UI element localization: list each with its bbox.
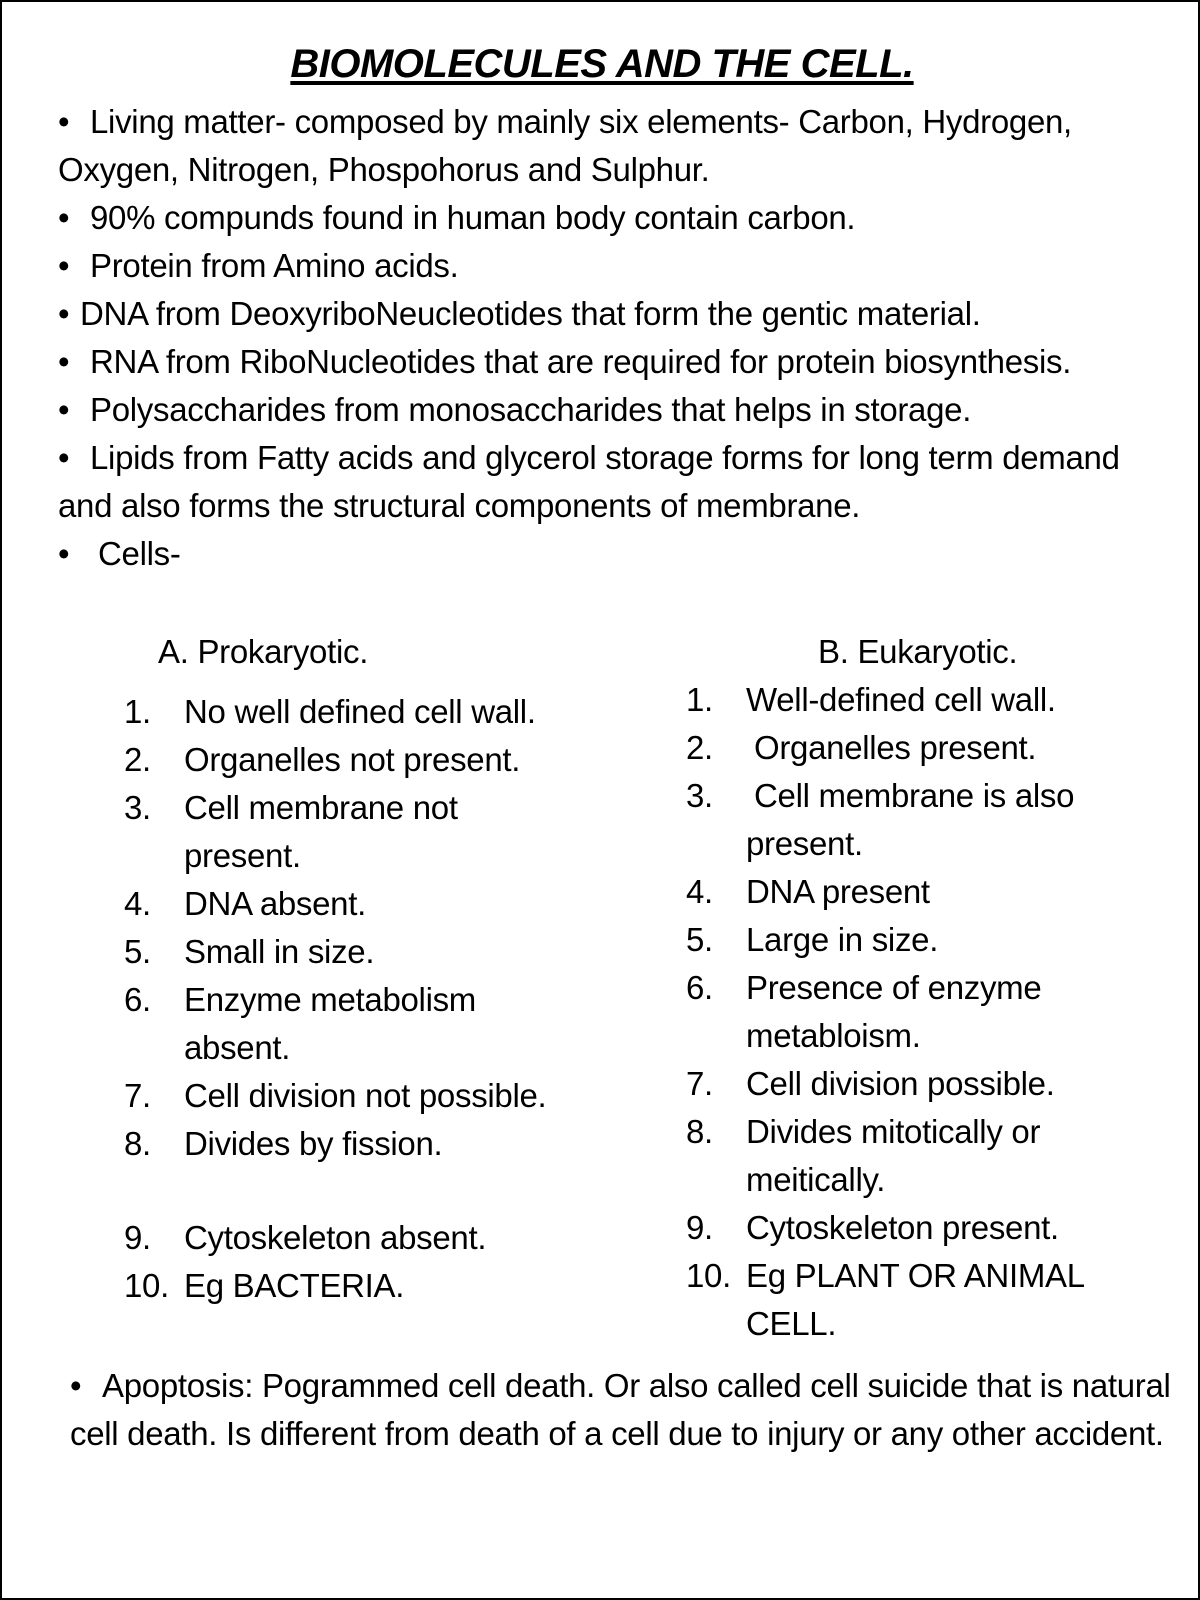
list-item	[124, 976, 574, 1072]
item-text: No well defined cell wall.	[184, 693, 536, 730]
item-number: 3.	[124, 789, 151, 826]
bullet-icon: •	[70, 1367, 82, 1404]
item-text: Well-defined cell wall.	[746, 681, 1056, 718]
list-item	[686, 772, 1186, 868]
list-item	[124, 688, 634, 736]
item-number: 8.	[686, 1113, 713, 1150]
item-text: Eg PLANT OR ANIMAL CELL.	[746, 1257, 1084, 1342]
bullet-item	[58, 290, 1178, 338]
item-text: DNA present	[746, 873, 930, 910]
bullet-icon: •	[58, 343, 70, 380]
item-number: 5.	[686, 921, 713, 958]
item-text: Cell membrane is also present.	[746, 777, 1075, 862]
bullet-text: 90% compunds found in human body contain carbon.	[90, 199, 856, 236]
item-text: Cytoskeleton present.	[746, 1209, 1059, 1246]
list-item	[124, 928, 634, 976]
item-text: Eg BACTERIA.	[184, 1267, 405, 1304]
bullet-icon: •	[58, 199, 70, 236]
eukaryotic-list	[686, 676, 1186, 1348]
item-number: 2.	[686, 729, 713, 766]
list-item	[124, 736, 634, 784]
bullet-icon: •	[58, 391, 70, 428]
prokaryotic-list	[124, 688, 634, 1310]
item-number: 4.	[686, 873, 713, 910]
bullet-item	[58, 194, 1178, 242]
bullet-text: Protein from Amino acids.	[90, 247, 459, 284]
bullet-icon: •	[58, 247, 70, 284]
list-item	[124, 880, 634, 928]
page-title: BIOMOLECULES AND THE CELL.	[290, 42, 914, 86]
list-item	[686, 1252, 1166, 1348]
apoptosis-text: Apoptosis: Pogrammed cell death. Or also called cell suicide that is natural cell death. Is different from death of a cell due to injury or any other accident.	[70, 1367, 1171, 1452]
eukaryotic-heading: B. Eukaryotic.	[818, 633, 1018, 670]
item-text: Large in size.	[746, 921, 939, 958]
item-text: Divides by fission.	[184, 1125, 443, 1162]
bullet-text: Lipids from Fatty acids and glycerol storage forms for long term demand and also forms the structural components of membrane.	[58, 439, 1120, 524]
prokaryotic-heading: A. Prokaryotic.	[158, 633, 369, 670]
item-number: 9.	[124, 1219, 151, 1256]
bullet-text: Living matter- composed by mainly six elements- Carbon, Hydrogen, Oxygen, Nitrogen, Phospohorus and Sulphur.	[58, 103, 1072, 188]
item-number: 7.	[124, 1077, 151, 1114]
item-text: Divides mitotically or meitically.	[746, 1113, 1041, 1198]
item-number: 10.	[686, 1257, 731, 1294]
list-item	[686, 964, 1166, 1060]
bullet-icon: •	[58, 535, 70, 572]
item-text: Enzyme metabolism absent.	[184, 981, 476, 1066]
list-item	[124, 1214, 634, 1262]
item-text: Cytoskeleton absent.	[184, 1219, 487, 1256]
item-number: 10.	[124, 1267, 169, 1304]
bullet-text: RNA from RiboNucleotides that are required for protein biosynthesis.	[90, 343, 1072, 380]
item-text: Cell membrane not present.	[184, 789, 458, 874]
list-item	[124, 1072, 634, 1120]
bullet-icon: •	[58, 295, 70, 332]
item-text: Presence of enzyme metabloism.	[746, 969, 1042, 1054]
item-number: 7.	[686, 1065, 713, 1102]
list-item	[686, 1204, 1186, 1252]
bullet-item	[58, 98, 1178, 194]
item-number: 2.	[124, 741, 151, 778]
bullet-item	[58, 338, 1178, 386]
bullet-item	[58, 242, 1178, 290]
item-number: 1.	[686, 681, 713, 718]
item-number: 5.	[124, 933, 151, 970]
list-item	[124, 784, 554, 880]
item-text: Organelles not present.	[184, 741, 521, 778]
list-item	[686, 1060, 1186, 1108]
list-item	[686, 1108, 1166, 1204]
eukaryotic-column	[686, 628, 1186, 1348]
item-number: 1.	[124, 693, 151, 730]
list-item	[686, 916, 1186, 964]
item-number: 8.	[124, 1125, 151, 1162]
item-number: 4.	[124, 885, 151, 922]
item-text: DNA absent.	[184, 885, 366, 922]
item-number: 6.	[686, 969, 713, 1006]
item-number: 9.	[686, 1209, 713, 1246]
item-text: Small in size.	[184, 933, 375, 970]
bullet-icon: •	[58, 103, 70, 140]
bullet-icon: •	[58, 439, 70, 476]
bullet-text: DNA from DeoxyriboNeucleotides that form the gentic material.	[80, 295, 981, 332]
item-number: 6.	[124, 981, 151, 1018]
item-text: Cell division not possible.	[184, 1077, 547, 1114]
bullet-item	[58, 530, 1178, 578]
list-item	[686, 868, 1186, 916]
prokaryotic-column	[124, 628, 634, 1310]
bullet-item	[58, 434, 1178, 530]
bullet-item	[58, 386, 1178, 434]
bullet-text: Cells-	[98, 535, 181, 572]
list-item	[124, 1262, 634, 1310]
bullet-text: Polysaccharides from monosaccharides that helps in storage.	[90, 391, 972, 428]
item-number: 3.	[686, 777, 713, 814]
list-item	[686, 676, 1186, 724]
item-text: Cell division possible.	[746, 1065, 1055, 1102]
bullet-list	[58, 98, 1178, 578]
list-spacer	[124, 1168, 634, 1214]
list-item	[686, 724, 1186, 772]
list-item	[124, 1120, 634, 1168]
apoptosis-paragraph	[70, 1362, 1180, 1458]
item-text: Organelles present.	[754, 729, 1037, 766]
